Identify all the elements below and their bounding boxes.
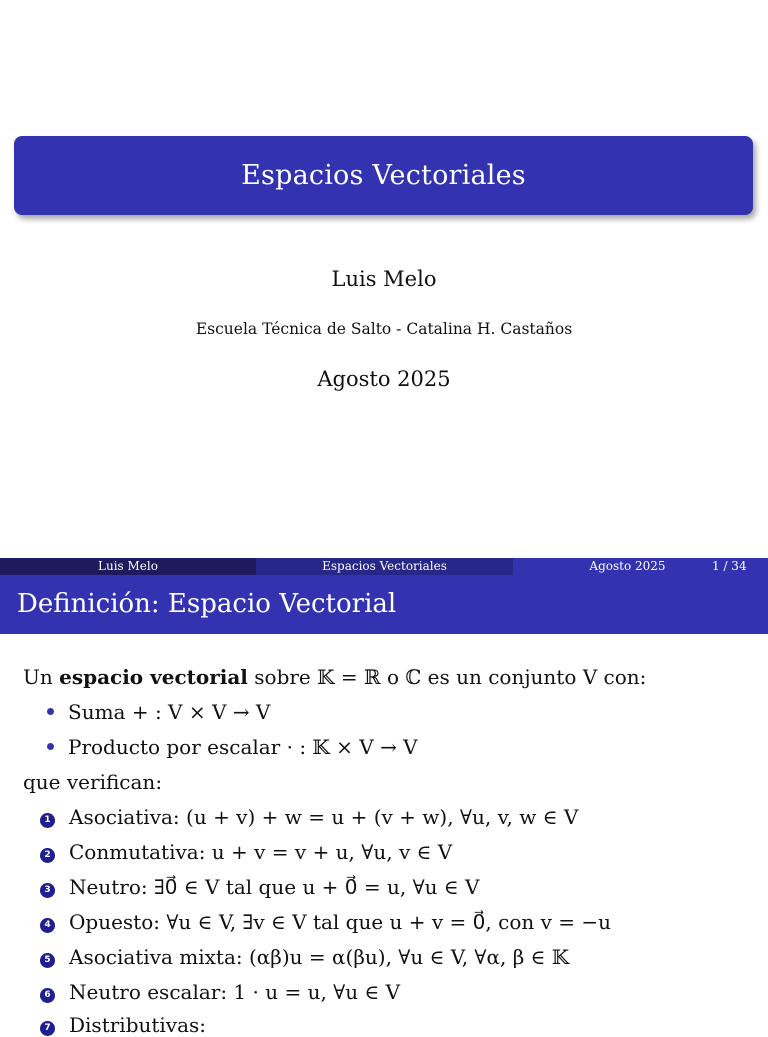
enum-number-icon: 5 — [40, 953, 55, 968]
enum-number-icon: 4 — [40, 918, 55, 933]
axiom-text: Distributivas: — [69, 1013, 207, 1037]
axiom-item — [40, 840, 452, 864]
bullet-item — [47, 735, 418, 759]
bullet-text: Suma + : V × V → V — [68, 700, 271, 724]
frame-title: Definición: Espacio Vectorial — [17, 589, 397, 619]
bullet-dot-icon — [47, 708, 54, 715]
axiom-item — [40, 980, 400, 1004]
footline-title: Espacios Vectoriales — [256, 558, 513, 575]
author-name: Luis Melo — [331, 267, 437, 291]
axiom-text: Opuesto: ∀u ∈ V, ∃v ∈ V tal que u + v = 0⃗, con v = −u — [69, 910, 612, 934]
intro-prefix: Un — [23, 665, 60, 689]
title-box — [14, 136, 753, 215]
axiom-text: Neutro escalar: 1 · u = u, ∀u ∈ V — [69, 980, 401, 1004]
axiom-item — [40, 910, 611, 934]
enum-number-icon: 7 — [40, 1021, 55, 1036]
bullet-item — [47, 700, 270, 724]
intro-bold-term: espacio vectorial — [59, 665, 248, 689]
axiom-text: Asociativa mixta: (αβ)u = α(βu), ∀u ∈ V, ∀α, β ∈ 𝕂 — [69, 945, 570, 969]
presentation-date: Agosto 2025 — [317, 367, 451, 391]
frame-title-bar — [0, 575, 768, 634]
institute-name: Escuela Técnica de Salto - Catalina H. Castaños — [195, 320, 573, 338]
footline-author: Luis Melo — [0, 558, 256, 575]
axiom-text: Asociativa: (u + v) + w = u + (v + w), ∀u, v, w ∈ V — [69, 805, 579, 829]
enum-number-icon: 3 — [40, 883, 55, 898]
axiom-item — [40, 805, 578, 829]
axiom-text: Neutro: ∃0⃗ ∈ V tal que u + 0⃗ = u, ∀u ∈ V — [69, 875, 480, 899]
verify-text: que verifican: — [23, 770, 163, 794]
enum-number-icon: 1 — [40, 813, 55, 828]
enum-number-icon: 6 — [40, 988, 55, 1003]
axiom-item — [40, 875, 480, 899]
footline — [0, 558, 768, 575]
footline-page-number: 1 / 34 — [712, 559, 747, 573]
slide-content — [0, 634, 768, 1037]
footline-right — [513, 558, 768, 575]
axiom-text: Conmutativa: u + v = v + u, ∀u, v ∈ V — [69, 840, 453, 864]
footline-date: Agosto 2025 — [589, 559, 666, 573]
enum-number-icon: 2 — [40, 848, 55, 863]
bullet-dot-icon — [47, 743, 54, 750]
bullet-text: Producto por escalar · : 𝕂 × V → V — [68, 735, 418, 759]
axiom-item — [40, 945, 569, 969]
intro-paragraph — [23, 665, 646, 689]
axiom-item — [40, 1013, 206, 1037]
intro-suffix: sobre 𝕂 = ℝ o ℂ es un conjunto V con: — [247, 665, 647, 689]
presentation-title: Espacios Vectoriales — [241, 160, 526, 191]
